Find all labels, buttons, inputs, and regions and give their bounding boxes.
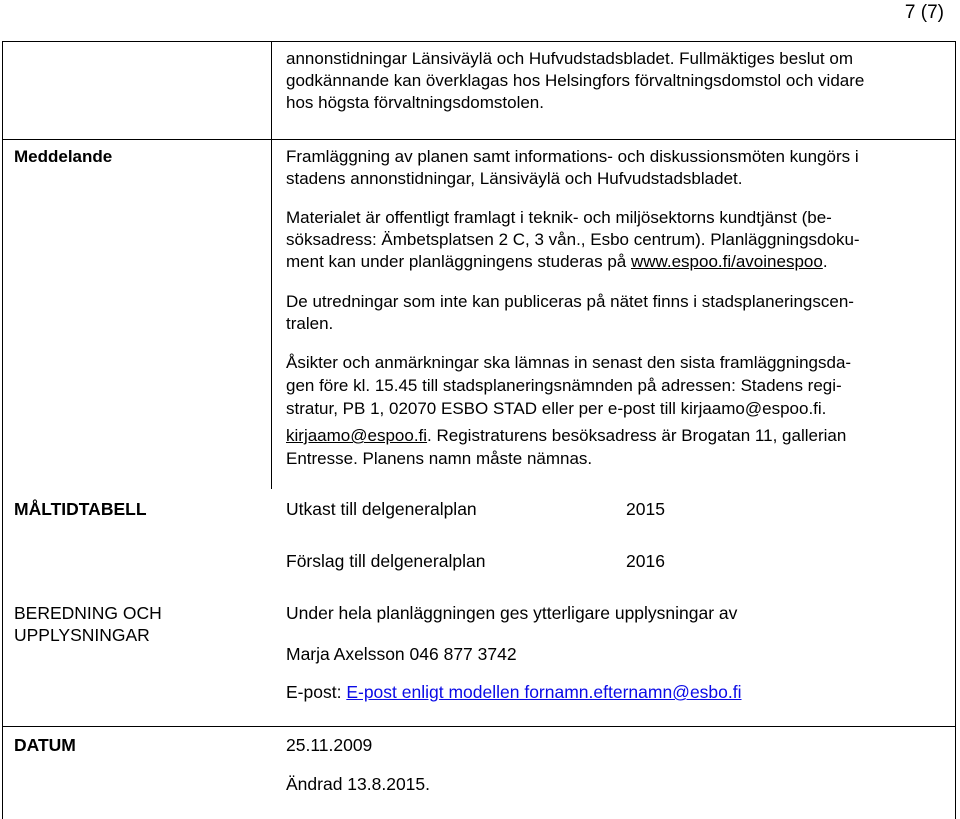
avoinespoo-link[interactable]: www.espoo.fi/avoinespoo xyxy=(630,252,823,271)
datum-row-divider xyxy=(2,726,956,727)
meddelande-p2-line-3-text: ment kan under planläggningens studeras på xyxy=(286,252,631,271)
row-divider xyxy=(2,139,956,140)
maltidtabell-label: MÅLTIDTABELL xyxy=(14,499,147,519)
column-divider xyxy=(271,41,272,489)
maltidtabell-row-2-text: Förslag till delgeneralplan xyxy=(286,551,486,571)
table-border-top xyxy=(2,41,956,42)
table-border-left xyxy=(2,41,3,819)
beredning-line-1: Under hela planläggningen ges ytterligare upplysningar av xyxy=(286,603,738,623)
beredning-contact: Marja Axelsson 046 877 3742 xyxy=(286,644,517,664)
beredning-email-line xyxy=(286,680,742,704)
intro-line-1: annonstidningar Länsiväylä och Hufvudstadsbladet. Fullmäktiges beslut om xyxy=(286,49,853,68)
meddelande-p2-line-1: Materialet är offentligt framlagt i teknik- och miljösektorns kundtjänst (be- xyxy=(286,208,832,227)
meddelande-p4-line-4 xyxy=(286,425,846,447)
meddelande-p4-line-1: Åsikter och anmärkningar ska lämnas in senast den sista framläggningsda- xyxy=(286,353,852,372)
page-number: 7 (7) xyxy=(904,2,944,23)
email-prefix: E-post: xyxy=(286,682,347,702)
meddelande-p1-line-1: Framläggning av planen samt informations- och diskussionsmöten kungörs i xyxy=(286,147,859,166)
beredning-label-line-1: BEREDNING OCH xyxy=(14,603,162,623)
meddelande-p2-line-3-end: . xyxy=(822,252,828,271)
intro-line-3: hos högsta förvaltningsdomstolen. xyxy=(286,93,544,112)
meddelande-p2-line-3 xyxy=(286,251,828,273)
datum-date: 25.11.2009 xyxy=(286,735,373,755)
datum-changed: Ändrad 13.8.2015. xyxy=(286,774,431,794)
email-link[interactable]: E-post enligt modellen fornamn.efternamn@esbo.fi xyxy=(346,682,742,702)
meddelande-p1-line-2: stadens annonstidningar, Länsiväylä och Hufvudstadsbladet. xyxy=(286,169,743,188)
beredning-label-line-2: UPPLYSNINGAR xyxy=(14,625,150,645)
kirjaamo-link[interactable]: kirjaamo@espoo.fi xyxy=(286,426,428,445)
table-border-right xyxy=(955,41,956,819)
meddelande-p4-line-3: stratur, PB 1, 02070 ESBO STAD eller per e-post till kirjaamo@espoo.fi. xyxy=(286,399,827,418)
maltidtabell-row-2-year: 2016 xyxy=(626,551,665,571)
meddelande-p4-line-4-text: . Registraturens besöksadress är Brogatan 11, gallerian xyxy=(427,426,847,445)
intro-line-2: godkännande kan överklagas hos Helsingfors förvaltningsdomstol och vidare xyxy=(286,71,865,90)
meddelande-p3-line-1: De utredningar som inte kan publiceras på nätet finns i stadsplaneringscen- xyxy=(286,292,854,311)
maltidtabell-row-1-text: Utkast till delgeneralplan xyxy=(286,499,477,519)
maltidtabell-row-1-year: 2015 xyxy=(626,499,665,519)
meddelande-p2-line-2: söksadress: Ämbetsplatsen 2 C, 3 vån., Esbo centrum). Planläggningsdoku- xyxy=(286,230,860,249)
meddelande-p4-line-5: Entresse. Planens namn måste nämnas. xyxy=(286,449,593,468)
meddelande-label: Meddelande xyxy=(14,147,113,166)
meddelande-p3-line-2: tralen. xyxy=(286,314,334,333)
datum-label: DATUM xyxy=(14,735,76,755)
meddelande-p4-line-2: gen före kl. 15.45 till stadsplaneringsnämnden på adressen: Stadens regi- xyxy=(286,376,842,395)
